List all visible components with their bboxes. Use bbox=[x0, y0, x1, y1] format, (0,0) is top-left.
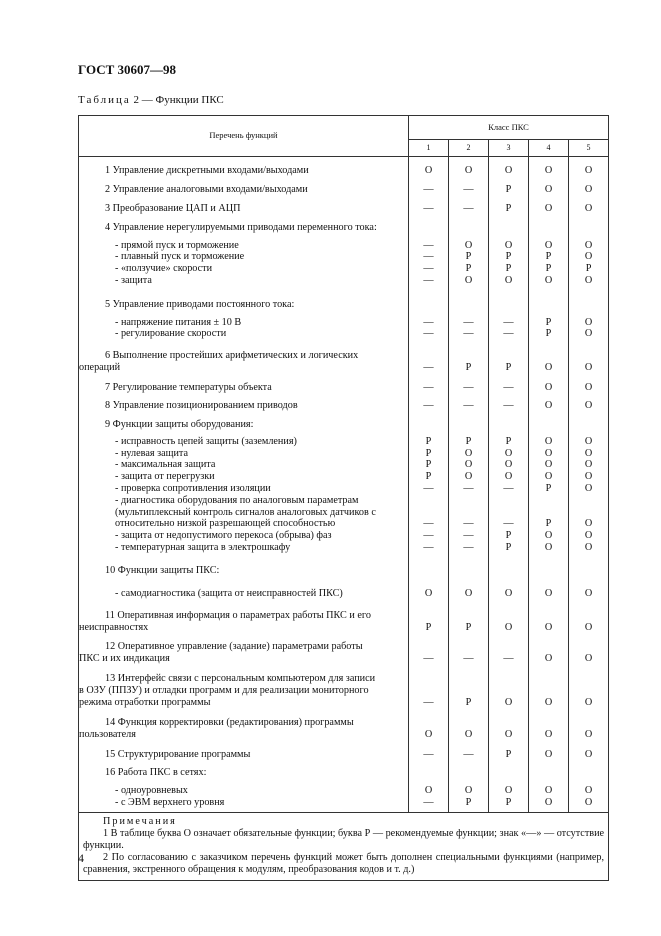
row-label: - исправность цепей защиты (заземления) bbox=[115, 435, 297, 447]
cell-class-3: Р bbox=[505, 251, 512, 263]
row-label: - температурная защита в электрошкафу bbox=[115, 542, 291, 554]
cell-class-5: Р bbox=[585, 263, 592, 275]
row-label: 8 Управление позиционированием приводов bbox=[105, 400, 298, 412]
table-row bbox=[79, 196, 609, 215]
row-label: - регулирование скорости bbox=[115, 328, 227, 340]
cell-class-4: О bbox=[544, 542, 553, 554]
cell-class-3: — bbox=[503, 316, 514, 328]
cell-class-3: — bbox=[489, 374, 529, 394]
cell-class-3: О bbox=[489, 708, 529, 741]
cell-class-5: О bbox=[584, 471, 593, 483]
row-label-line-1: 12 Оперативное управление (задание) параметрами работы bbox=[105, 641, 363, 653]
row-label-line-2: в ОЗУ (ППЗУ) и отладки программ и для реализации мониторного bbox=[79, 684, 369, 696]
table-body bbox=[79, 157, 609, 881]
cell-class-4: О bbox=[544, 274, 553, 286]
cell-class-1: — bbox=[423, 274, 434, 286]
row-label: 10 Функции защиты ПКС: bbox=[105, 565, 220, 577]
cell-class-5: О bbox=[584, 239, 593, 251]
cell-class-3: О bbox=[504, 274, 513, 286]
functions-table-wrapper bbox=[78, 115, 608, 881]
notes-title: Примечания bbox=[103, 815, 177, 827]
cell-class-2: — bbox=[449, 177, 489, 196]
cell-class-4: О bbox=[529, 196, 569, 215]
cell-class-2: О bbox=[449, 577, 489, 600]
cell-class-2: О bbox=[464, 447, 473, 459]
cell-class-5: О bbox=[569, 177, 609, 196]
document-header: ГОСТ 30607—98 bbox=[78, 62, 177, 77]
cell-class-4: Р bbox=[545, 328, 552, 340]
cell-class-1: О bbox=[409, 157, 449, 177]
column-header-class: Класс ПКС bbox=[409, 116, 609, 140]
row-label: - защита bbox=[115, 274, 152, 286]
cell-class-2: — bbox=[449, 741, 489, 761]
cell-class-2: — bbox=[463, 542, 474, 554]
row-label: - напряжение питания ± 10 В bbox=[115, 316, 242, 328]
cell-class-4: О bbox=[529, 600, 569, 634]
cell-class-5: О bbox=[569, 665, 609, 708]
table-row bbox=[79, 741, 609, 761]
table-row bbox=[79, 412, 609, 431]
cell-class-1: — bbox=[409, 177, 449, 196]
cell-class-2: О bbox=[464, 239, 473, 251]
cell-class-2: Р bbox=[465, 435, 472, 447]
cell-class-3: — bbox=[489, 394, 529, 412]
cell-class-3: — bbox=[503, 328, 514, 340]
cell-class-1: Р bbox=[425, 435, 432, 447]
cell-class-4: Р bbox=[545, 483, 552, 495]
cell-class-3: О bbox=[504, 785, 513, 797]
cell-class-2: Р bbox=[465, 796, 472, 808]
cell-class-4: Р bbox=[545, 251, 552, 263]
cell-class-1: — bbox=[423, 483, 434, 495]
table-row bbox=[79, 600, 609, 634]
cell-class-3: О bbox=[489, 665, 529, 708]
cell-class-1: — bbox=[423, 239, 434, 251]
row-label: - максимальная защита bbox=[115, 459, 216, 471]
cell-class-1: — bbox=[423, 542, 434, 554]
row-label: - проверка сопротивления изоляции bbox=[115, 483, 271, 495]
cell-class-5: О bbox=[584, 483, 593, 495]
row-label: - защита от недопустимого перекоса (обрыва) фаз bbox=[115, 530, 332, 542]
table-row bbox=[79, 633, 609, 665]
cell-class-4: Р bbox=[545, 518, 552, 530]
cell-class-4: О bbox=[529, 577, 569, 600]
class-number-1: 1 bbox=[409, 139, 449, 156]
cell-class-3: Р bbox=[505, 263, 512, 275]
cell-class-3: Р bbox=[489, 177, 529, 196]
table-row bbox=[79, 708, 609, 741]
cell-class-5: О bbox=[569, 196, 609, 215]
cell-class-5: О bbox=[584, 435, 593, 447]
cell-class-3: — bbox=[503, 518, 514, 530]
table-row-group bbox=[79, 311, 609, 341]
cell-class-1: Р bbox=[425, 447, 432, 459]
table-row bbox=[79, 340, 609, 374]
cell-class-2: — bbox=[463, 316, 474, 328]
cell-class-2: — bbox=[449, 374, 489, 394]
cell-class-4: О bbox=[544, 785, 553, 797]
cell-class-4: О bbox=[529, 633, 569, 665]
note-2: 2 По согласованию с заказчиком перечень функций может быть дополнен специальными функциями (например, сравнения, экстренного обращения к модулям, преобразования кодов и т. д.) bbox=[83, 851, 605, 875]
row-label: 4 Управление нерегулируемыми приводами переменного тока: bbox=[105, 221, 377, 233]
row-label-line-1: 6 Выполнение простейших арифметических и логических bbox=[105, 350, 359, 362]
row-label: 7 Регулирование температуры объекта bbox=[105, 382, 272, 394]
cell-class-4: О bbox=[544, 447, 553, 459]
cell-class-3: Р bbox=[505, 542, 512, 554]
cell-class-1: Р bbox=[409, 600, 449, 634]
cell-class-4: О bbox=[544, 459, 553, 471]
cell-class-1: — bbox=[423, 263, 434, 275]
cell-class-4: О bbox=[529, 665, 569, 708]
cell-class-2: Р bbox=[449, 340, 489, 374]
table-row bbox=[79, 665, 609, 708]
cell-class-2: О bbox=[449, 708, 489, 741]
table-row bbox=[79, 554, 609, 577]
cell-class-3: Р bbox=[489, 340, 529, 374]
table-row-group bbox=[79, 431, 609, 554]
cell-class-2: Р bbox=[465, 263, 472, 275]
cell-class-1: О bbox=[409, 708, 449, 741]
cell-class-2: О bbox=[464, 459, 473, 471]
cell-class-4: О bbox=[529, 340, 569, 374]
cell-class-3: — bbox=[503, 483, 514, 495]
cell-class-4: О bbox=[529, 177, 569, 196]
cell-class-5: О bbox=[584, 542, 593, 554]
cell-class-3: О bbox=[489, 157, 529, 177]
cell-class-4: О bbox=[544, 530, 553, 542]
cell-class-4: О bbox=[529, 741, 569, 761]
cell-class-1: — bbox=[423, 518, 434, 530]
cell-class-5: О bbox=[569, 340, 609, 374]
cell-class-3: Р bbox=[489, 196, 529, 215]
table-row bbox=[79, 177, 609, 196]
row-label: - одноуровневых bbox=[115, 785, 188, 797]
table-row bbox=[79, 157, 609, 177]
cell-class-3: Р bbox=[505, 530, 512, 542]
cell-class-2: — bbox=[463, 483, 474, 495]
class-number-5: 5 bbox=[569, 139, 609, 156]
column-header-functions: Перечень функций bbox=[79, 116, 409, 157]
table-caption-title: 2 — Функции ПКС bbox=[130, 94, 224, 106]
cell-class-2: — bbox=[449, 196, 489, 215]
row-label: - самодиагностика (защита от неисправностей ПКС) bbox=[115, 588, 343, 600]
row-label: - «ползучие» скорости bbox=[115, 263, 213, 275]
notes bbox=[79, 812, 609, 880]
class-number-3: 3 bbox=[489, 139, 529, 156]
cell-class-4: О bbox=[529, 157, 569, 177]
functions-table bbox=[78, 115, 609, 881]
cell-class-1: — bbox=[409, 741, 449, 761]
cell-class-5: О bbox=[584, 316, 593, 328]
row-label-line-2: неисправностях bbox=[79, 621, 149, 633]
notes-row bbox=[79, 812, 609, 880]
row-label: 1 Управление дискретными входами/выходами bbox=[105, 164, 309, 176]
cell-class-1: — bbox=[409, 394, 449, 412]
cell-class-3: О bbox=[504, 239, 513, 251]
cell-class-1: — bbox=[423, 328, 434, 340]
cell-class-1: — bbox=[409, 665, 449, 708]
cell-class-1: — bbox=[409, 633, 449, 665]
cell-class-4: Р bbox=[545, 316, 552, 328]
cell-class-5: О bbox=[569, 633, 609, 665]
cell-class-5: О bbox=[584, 251, 593, 263]
cell-class-1: Р bbox=[425, 471, 432, 483]
cell-class-3: О bbox=[504, 459, 513, 471]
cell-class-5: О bbox=[569, 157, 609, 177]
cell-class-5: О bbox=[569, 708, 609, 741]
cell-class-4: О bbox=[529, 374, 569, 394]
row-label: - с ЭВМ верхнего уровня bbox=[115, 796, 225, 808]
table-caption bbox=[78, 94, 224, 106]
cell-class-1: — bbox=[423, 796, 434, 808]
cell-class-1: Р bbox=[425, 459, 432, 471]
cell-class-3: О bbox=[489, 600, 529, 634]
cell-class-2: О bbox=[464, 471, 473, 483]
row-label: - нулевая защита bbox=[115, 447, 189, 459]
cell-class-5: О bbox=[584, 518, 593, 530]
cell-class-4: О bbox=[544, 435, 553, 447]
cell-class-5: О bbox=[584, 796, 593, 808]
cell-class-1: О bbox=[409, 577, 449, 600]
cell-class-1: — bbox=[409, 340, 449, 374]
table-row bbox=[79, 287, 609, 311]
table-caption-label: Таблица bbox=[78, 94, 131, 106]
table-row-group bbox=[79, 779, 609, 812]
row-label: - прямой пуск и торможение bbox=[115, 239, 239, 251]
cell-class-2: — bbox=[463, 328, 474, 340]
cell-class-5: О bbox=[569, 741, 609, 761]
note-1: 1 В таблице буква О означает обязательные функции; буква Р — рекомендуемые функции; знак «—» — отсутствие функции. bbox=[83, 827, 605, 851]
row-label-line-1: - диагностика оборудования по аналоговым параметрам bbox=[115, 494, 359, 506]
table-row bbox=[79, 394, 609, 412]
row-label-line-2: пользователя bbox=[79, 729, 136, 741]
cell-class-5: О bbox=[569, 600, 609, 634]
cell-class-3: Р bbox=[505, 435, 512, 447]
cell-class-2: Р bbox=[449, 665, 489, 708]
table-row bbox=[79, 215, 609, 234]
cell-class-3: О bbox=[504, 471, 513, 483]
table-row bbox=[79, 577, 609, 600]
class-number-2: 2 bbox=[449, 139, 489, 156]
cell-class-2: Р bbox=[465, 251, 472, 263]
cell-class-4: О bbox=[544, 239, 553, 251]
class-number-4: 4 bbox=[529, 139, 569, 156]
cell-class-2: — bbox=[449, 633, 489, 665]
cell-class-3: О bbox=[504, 447, 513, 459]
row-label-line-2: операций bbox=[79, 362, 121, 374]
row-label: 16 Работа ПКС в сетях: bbox=[105, 767, 207, 779]
row-label: 5 Управление приводами постоянного тока: bbox=[105, 298, 295, 310]
page-number: 4 bbox=[78, 851, 84, 865]
cell-class-5: О bbox=[569, 374, 609, 394]
cell-class-2: Р bbox=[449, 600, 489, 634]
cell-class-5: О bbox=[584, 785, 593, 797]
cell-class-3: О bbox=[489, 577, 529, 600]
cell-class-2: — bbox=[463, 518, 474, 530]
cell-class-1: — bbox=[423, 530, 434, 542]
row-label: - защита от перегрузки bbox=[115, 471, 215, 483]
cell-class-4: О bbox=[529, 394, 569, 412]
row-label-line-3: режима отработки программы bbox=[79, 696, 211, 708]
cell-class-3: Р bbox=[505, 796, 512, 808]
cell-class-5: О bbox=[569, 394, 609, 412]
cell-class-2: О bbox=[464, 274, 473, 286]
row-label-line-2: (мультиплексный контроль сигналов аналоговых датчиков с bbox=[115, 506, 376, 518]
cell-class-5: О bbox=[584, 459, 593, 471]
cell-class-4: О bbox=[544, 471, 553, 483]
cell-class-5: О bbox=[584, 447, 593, 459]
cell-class-2: О bbox=[449, 157, 489, 177]
cell-class-1: — bbox=[423, 316, 434, 328]
cell-class-2: — bbox=[449, 394, 489, 412]
cell-class-4: О bbox=[529, 708, 569, 741]
table-row bbox=[79, 761, 609, 779]
cell-class-5: О bbox=[584, 274, 593, 286]
row-label: 3 Преобразование ЦАП и АЦП bbox=[105, 202, 241, 214]
cell-class-3: — bbox=[489, 633, 529, 665]
cell-class-5: О bbox=[584, 328, 593, 340]
row-label-line-1: 11 Оперативная информация о параметрах работы ПКС и его bbox=[105, 609, 371, 621]
cell-class-4: О bbox=[544, 796, 553, 808]
cell-class-3: Р bbox=[489, 741, 529, 761]
row-label-line-1: 13 Интерфейс связи с персональным компьютером для записи bbox=[105, 673, 376, 685]
table-row-group bbox=[79, 234, 609, 287]
row-label: 2 Управление аналоговыми входами/выходами bbox=[105, 183, 308, 195]
cell-class-1: О bbox=[424, 785, 433, 797]
table-row bbox=[79, 374, 609, 394]
row-label-line-3: относительно низкой разрешающей способностью bbox=[115, 518, 336, 530]
cell-class-1: — bbox=[423, 251, 434, 263]
row-label-line-1: 14 Функция корректировки (редактирования) программы bbox=[105, 717, 354, 729]
row-label-line-2: ПКС и их индикация bbox=[79, 653, 170, 665]
cell-class-1: — bbox=[409, 374, 449, 394]
cell-class-2: О bbox=[464, 785, 473, 797]
row-label: 15 Структурирование программы bbox=[105, 749, 251, 761]
cell-class-5: О bbox=[569, 577, 609, 600]
cell-class-2: — bbox=[463, 530, 474, 542]
row-label: 9 Функции защиты оборудования: bbox=[105, 419, 254, 431]
cell-class-1: — bbox=[409, 196, 449, 215]
cell-class-5: О bbox=[584, 530, 593, 542]
cell-class-4: Р bbox=[545, 263, 552, 275]
row-label: - плавный пуск и торможение bbox=[115, 251, 245, 263]
